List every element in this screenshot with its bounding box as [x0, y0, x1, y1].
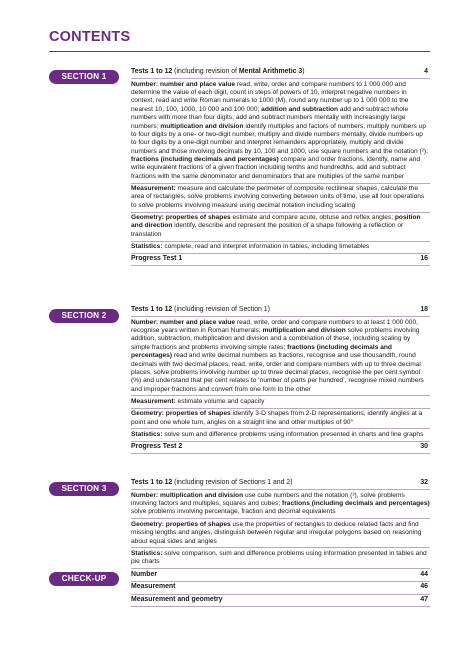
- topic-text: add and subtract whole numbers with more than four digits, add and subtract numbers mentally with increasingly large numbers;: [131, 105, 409, 130]
- topic-text: read, write, order and compare numbers to 1 000 000 and determine the value of each digit, count in steps of powers of 10, interpret negative numbers in context, read and write Roman numerals to 1000 (M), round any number up to 1 000 000 to the nearest 10, 100, 1000, 10 000 and 100 000;: [131, 80, 409, 113]
- check-up-entry: [131, 582, 430, 594]
- topic-heading: Measurement:: [131, 184, 176, 192]
- topic-heading: position and direction: [131, 213, 421, 230]
- page-number: 18: [420, 306, 428, 313]
- topic-text: use the properties of rectangles to deduce related facts and find missing lengths and angles, distinguish between regular and irregular polygons based on reasoning about equal sides and angles: [131, 520, 422, 545]
- topic-text: estimate volume and capacity: [175, 397, 265, 405]
- topic-text: solve problems involving percentage, fraction and decimal equivalents: [131, 508, 336, 516]
- topic-heading: Measurement:: [131, 397, 176, 405]
- topic-paragraph: [131, 242, 430, 254]
- topic-text: read, write, order and compare numbers to at least 1 000 000, recognise years written in Roman Numerals;: [131, 318, 418, 335]
- topic-heading: Geometry: properties of shapes: [131, 213, 231, 221]
- tests-note-bold: Mental Arithmetic 3: [238, 68, 303, 75]
- topic-text: identify 3-D shapes from 2-D representations, identify angles at a point and one whole turn, angles on a straight line and other multiples of 90°: [131, 410, 423, 426]
- section-3-contents: [131, 478, 430, 569]
- topic-paragraph: [131, 519, 430, 548]
- topic-paragraph: [131, 184, 430, 213]
- topic-text: solve sum and difference problems using information presented in charts and line graphs: [162, 430, 424, 438]
- topic-heading: Geometry: properties of shapes: [131, 410, 231, 418]
- page-number: 16: [420, 254, 428, 262]
- topic-paragraph: [131, 213, 430, 242]
- check-up-label: Measurement: [131, 583, 176, 591]
- entry-title: [131, 443, 182, 451]
- tests-note: (including revision of Sections 1 and 2): [172, 479, 293, 486]
- tests-range: Tests 1 to 12: [131, 479, 173, 486]
- entry-title: [131, 255, 182, 263]
- topic-heading: Geometry: properties of shapes: [131, 520, 231, 528]
- topic-heading: addition and subtraction: [261, 105, 339, 113]
- title-divider: [49, 51, 430, 52]
- progress-test-entry: [131, 442, 430, 454]
- check-up-entry: [131, 570, 430, 582]
- tests-range: Tests 1 to 12: [131, 306, 173, 313]
- topic-heading: multiplication and division: [160, 122, 244, 130]
- topic-paragraph: [131, 429, 430, 441]
- topic-text: measure and calculate the perimeter of composite rectilinear shapes, calculate the area of rectangles, solve problems involving converting between units of time, use all four operations to solve problems involving measure using decimal notation including scaling: [131, 184, 425, 209]
- topic-heading: fractions (including decimals and percentages): [282, 500, 430, 508]
- topic-heading: Statistics:: [131, 430, 163, 438]
- progress-test-label: Progress Test 1: [131, 254, 183, 262]
- entry-title: [131, 583, 175, 591]
- progress-test-label: Progress Test 2: [131, 442, 183, 450]
- tests-note-end: ): [302, 68, 305, 75]
- page-number: 4: [424, 68, 428, 75]
- tests-note: (including revision of Section 1): [172, 306, 270, 313]
- check-up-entry: [131, 595, 430, 607]
- topic-text: use cube numbers and the notation (³), solve problems involving factors and multiples, squares and cubes;: [131, 491, 405, 508]
- entry-title: [131, 306, 270, 314]
- entry-title: [131, 571, 157, 579]
- topic-paragraph: [131, 409, 430, 430]
- topic-heading: Number: number and place value: [131, 318, 236, 326]
- topic-text: estimate and compare acute, obtuse and reflex angles;: [230, 213, 395, 221]
- page-title: CONTENTS: [49, 29, 131, 45]
- check-up-tests-badge: CHECK-UP TESTS: [49, 572, 119, 586]
- topic-heading: Statistics:: [131, 242, 163, 250]
- topic-paragraph: [131, 548, 430, 569]
- topic-text: complete, read and interpret information in tables, including timetables: [162, 242, 370, 250]
- tests-entry: [131, 67, 430, 79]
- check-up-tests-contents: [131, 570, 430, 607]
- page-number: 32: [420, 479, 428, 486]
- progress-test-entry: [131, 254, 430, 266]
- entry-title: [131, 596, 223, 604]
- page-number: 47: [420, 595, 428, 603]
- topic-text: solve problems involving addition, subtraction, multiplication and division and a combination of these, including scaling by simple fractions and problems involving simple rates;: [131, 327, 420, 351]
- page-number: 46: [420, 583, 428, 591]
- topic-heading: Number: multiplication and division: [131, 491, 244, 499]
- section-2-contents: [131, 305, 430, 454]
- topic-heading: Number: number and place value: [131, 80, 236, 88]
- tests-entry: [131, 305, 430, 317]
- topic-heading: fractions (including decimals and percentages): [131, 343, 392, 360]
- entry-title: [131, 479, 293, 487]
- topic-paragraph: [131, 317, 430, 396]
- topic-heading: Statistics:: [131, 549, 163, 557]
- check-up-label: Number: [131, 571, 158, 578]
- section-3-badge: SECTION 3: [49, 482, 119, 496]
- topic-text: read and write decimal numbers as fractions, recognise and use thousandth, round decimals with two decimal places, read, write, order and compare numbers with up to three decimal places, solve problems involving number up to three decimal places, recognise the per cent symbol (%) and understand that per cent relates to ‘number of parts per hundred’, recognise mixed numbers and improper fractions and convert from one form to the other: [131, 352, 424, 393]
- check-up-label: Measurement and geometry: [131, 595, 223, 603]
- entry-title: [131, 68, 305, 76]
- topic-paragraph: [131, 490, 430, 519]
- topic-heading: multiplication and division: [262, 327, 346, 335]
- topic-heading: fractions (including decimals and percentages): [131, 155, 279, 163]
- topic-text: identify multiples and factors of numbers, multiply numbers up to four digits by a one- or two-digit number, multiply and divide numbers mentally, divide numbers up to four digits by a one-digit number and interpret remainders appropriately, multiply and divide numbers and those involving decimals by 10, 100 and 1000, use square numbers and the notation (²);: [131, 122, 428, 155]
- section-2-badge: SECTION 2: [49, 309, 119, 323]
- topic-text: solve comparison, sum and difference problems using information presented in tables and pie charts: [131, 549, 427, 566]
- section-1-badge: SECTION 1: [49, 70, 119, 84]
- topic-paragraph: [131, 396, 430, 408]
- topic-text: compare and order fractions, identify, name and write equivalent fractions of a given fraction including tenths and hundredths, add and subtract fractions with the same denominator and denominators that are multiples of the same number: [131, 155, 421, 180]
- topic-paragraph: [131, 79, 430, 183]
- page-number: 44: [420, 571, 428, 578]
- page-number: 30: [420, 442, 428, 450]
- tests-note: (including revision of: [172, 68, 239, 75]
- section-1-contents: [131, 67, 430, 266]
- tests-range: Tests 1 to 12: [131, 68, 173, 75]
- topic-text: identify, describe and represent the position of a shape following a reflection or translation: [131, 222, 404, 238]
- tests-entry: [131, 478, 430, 490]
